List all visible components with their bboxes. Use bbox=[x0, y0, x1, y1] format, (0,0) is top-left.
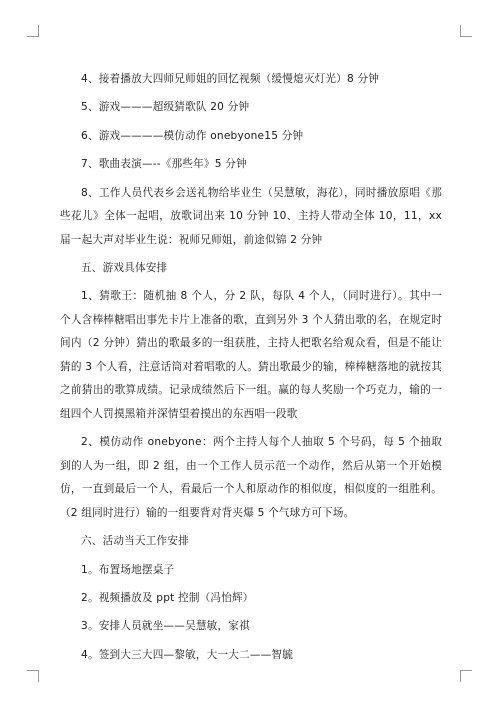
schedule-item-5: 5、游戏———超级猜歌队 20 分钟 bbox=[81, 101, 250, 114]
schedule-item-7: 7、歌曲表演—--《那些年》5 分钟 bbox=[81, 158, 247, 171]
crop-mark-bottom-left bbox=[27, 670, 39, 682]
section-heading-tasks: 六、活动当天工作安排 bbox=[81, 535, 189, 548]
game-rule-1: 1、猜歌王：随机抽 8 个人，分 2 队，每队 4 个人，（同时进行）。其中一个人含棒棒糖唱出事先卡片上准备的歌，直到另外 3 个人猜出歌的名，在规定时间内（2 分钟）猜出的歌最多的一组获胜，主持人把歌名给观众看，但是不能让猜的 3 个人看，注意话筒对着唱歌的人。猜出歌最少的输，棒棒糖落地的就按其之前猜出的歌算成绩。记录成绩然后下一组。赢的每人奖励一个巧克力，输的一组四个人罚摸黑箱并深情望着摸出的东西唱一段歌 bbox=[60, 290, 442, 420]
section-heading-games: 五、游戏具体安排 bbox=[81, 261, 168, 274]
schedule-item-4: 4、接着播放大四师兄师姐的回忆视频（缓慢熄灭灯光）8 分钟 bbox=[81, 73, 380, 85]
crop-mark-bottom-right bbox=[460, 670, 472, 682]
schedule-item-8: 8、工作人员代表乡会送礼物给毕业生（吴慧敏，海花），同时播放原唱《那些花儿》全体一起唱，放歌词出来 10 分钟 10、主持人带动全体 10，11，xx 届一起大声对毕业生说：祝师兄师姐，前途似锦 2 分钟 bbox=[60, 186, 442, 246]
task-item-3: 3。安排人员就坐——吴慧敏，家祺 bbox=[81, 620, 250, 633]
game-rule-2: 2、模仿动作 onebyone：两个主持人每个人抽取 5 个号码，每 5 个抽取到的人为一组，即 2 组，由一个工作人员示范一个动作，然后从第一个开始模仿，一直到最后一个人，看最后一个人和原动作的相似度，相似度的一组胜利。（2 组同时进行）输的一组要背对背夹爆 5 个气球方可下场。 bbox=[60, 436, 442, 519]
task-item-1: 1。布置场地摆桌子 bbox=[81, 563, 175, 576]
task-item-4: 4。签到大三大四—黎敏，大一大二——智毓 bbox=[81, 648, 294, 661]
crop-mark-top-right bbox=[460, 25, 472, 37]
schedule-item-6: 6、游戏————模仿动作 onebyone15 分钟 bbox=[81, 129, 304, 142]
document-body bbox=[60, 68, 442, 672]
task-item-2: 2。视频播放及 ppt 控制（冯怡辉） bbox=[81, 591, 254, 604]
crop-mark-top-left bbox=[27, 25, 39, 37]
